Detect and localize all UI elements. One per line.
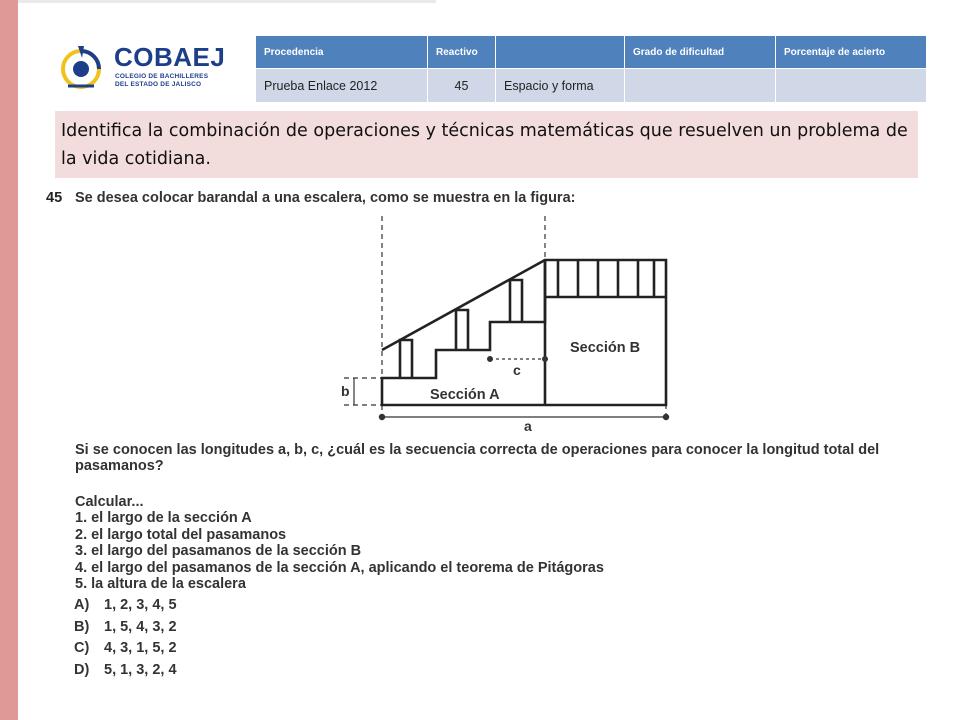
cell-reactivo: 45: [428, 69, 496, 103]
step-item: 3. el largo del pasamanos de la sección B: [75, 543, 362, 560]
option-b[interactable]: [74, 619, 177, 641]
cobaej-emblem-icon: [58, 42, 110, 94]
option-value: 4, 3, 1, 5, 2: [104, 640, 177, 656]
option-value: 5, 1, 3, 2, 4: [104, 661, 177, 678]
step-item: 5. la altura de la escalera: [75, 576, 246, 593]
step-item: 4. el largo del pasamanos de la sección A, aplicando el teorema de Pitágoras: [75, 559, 604, 576]
objective-box: [55, 111, 918, 178]
option-c[interactable]: [74, 640, 177, 662]
info-table-row: [256, 69, 927, 103]
logo-brand: COBAEJ: [114, 42, 226, 72]
guide-lines: [344, 216, 666, 422]
cell-porcentaje-acierto: [776, 69, 927, 103]
cell-tema: Espacio y forma: [496, 69, 625, 103]
option-value: 1, 5, 4, 3, 2: [104, 618, 177, 635]
step-item: 2. el largo total del pasamanos: [75, 526, 287, 543]
steps-list: [75, 494, 604, 592]
label-section-b: Sección B: [570, 340, 641, 356]
label-section-a: Sección A: [430, 387, 500, 403]
info-table: [255, 35, 927, 103]
option-value: 1, 2, 3, 4, 5: [104, 597, 177, 613]
cobaej-logo: [58, 40, 226, 96]
staircase-figure: [330, 210, 690, 432]
header-porcentaje-acierto: Porcentaje de acierto: [776, 36, 927, 69]
stair-outline: [382, 260, 666, 405]
option-a[interactable]: [74, 597, 177, 619]
label-b: b: [341, 383, 350, 399]
option-letter: A): [74, 597, 90, 613]
cell-procedencia: Prueba Enlace 2012: [256, 69, 428, 103]
option-letter: B): [74, 618, 90, 635]
answer-options: [74, 597, 177, 683]
objective-text: Identifica la combinación de operaciones y técnicas matemáticas que resuelven un problema de la vida cotidiana.: [61, 121, 908, 169]
header-reactivo: Reactivo: [428, 36, 496, 69]
question-stem: Se desea colocar barandal a una escalera, como se muestra en la figura:: [75, 190, 576, 206]
info-table-header-row: [256, 36, 927, 69]
header-grado-dificultad: Grado de dificultad: [625, 36, 776, 69]
question-number: 45: [46, 190, 63, 206]
logo-subtitle-line2: DEL ESTADO DE JALISCO: [115, 81, 202, 88]
option-letter: C): [74, 640, 90, 656]
option-d[interactable]: [74, 662, 177, 684]
header-blank: [496, 36, 625, 69]
option-letter: D): [74, 661, 90, 678]
left-accent-strip: [0, 0, 18, 720]
label-a: a: [524, 418, 532, 432]
top-divider: [18, 0, 436, 3]
question-prompt: Si se conocen las longitudes a, b, c, ¿cuál es la secuencia correcta de operaciones para conocer la longitud total del pasamanos?: [75, 442, 880, 474]
step-item: 1. el largo de la sección A: [75, 510, 252, 527]
header-procedencia: Procedencia: [256, 36, 428, 69]
cell-grado-dificultad: [625, 69, 776, 103]
steps-title: Calcular...: [75, 494, 144, 510]
label-c: c: [513, 362, 521, 378]
logo-subtitle-line1: COLEGIO DE BACHILLERES: [115, 73, 209, 80]
